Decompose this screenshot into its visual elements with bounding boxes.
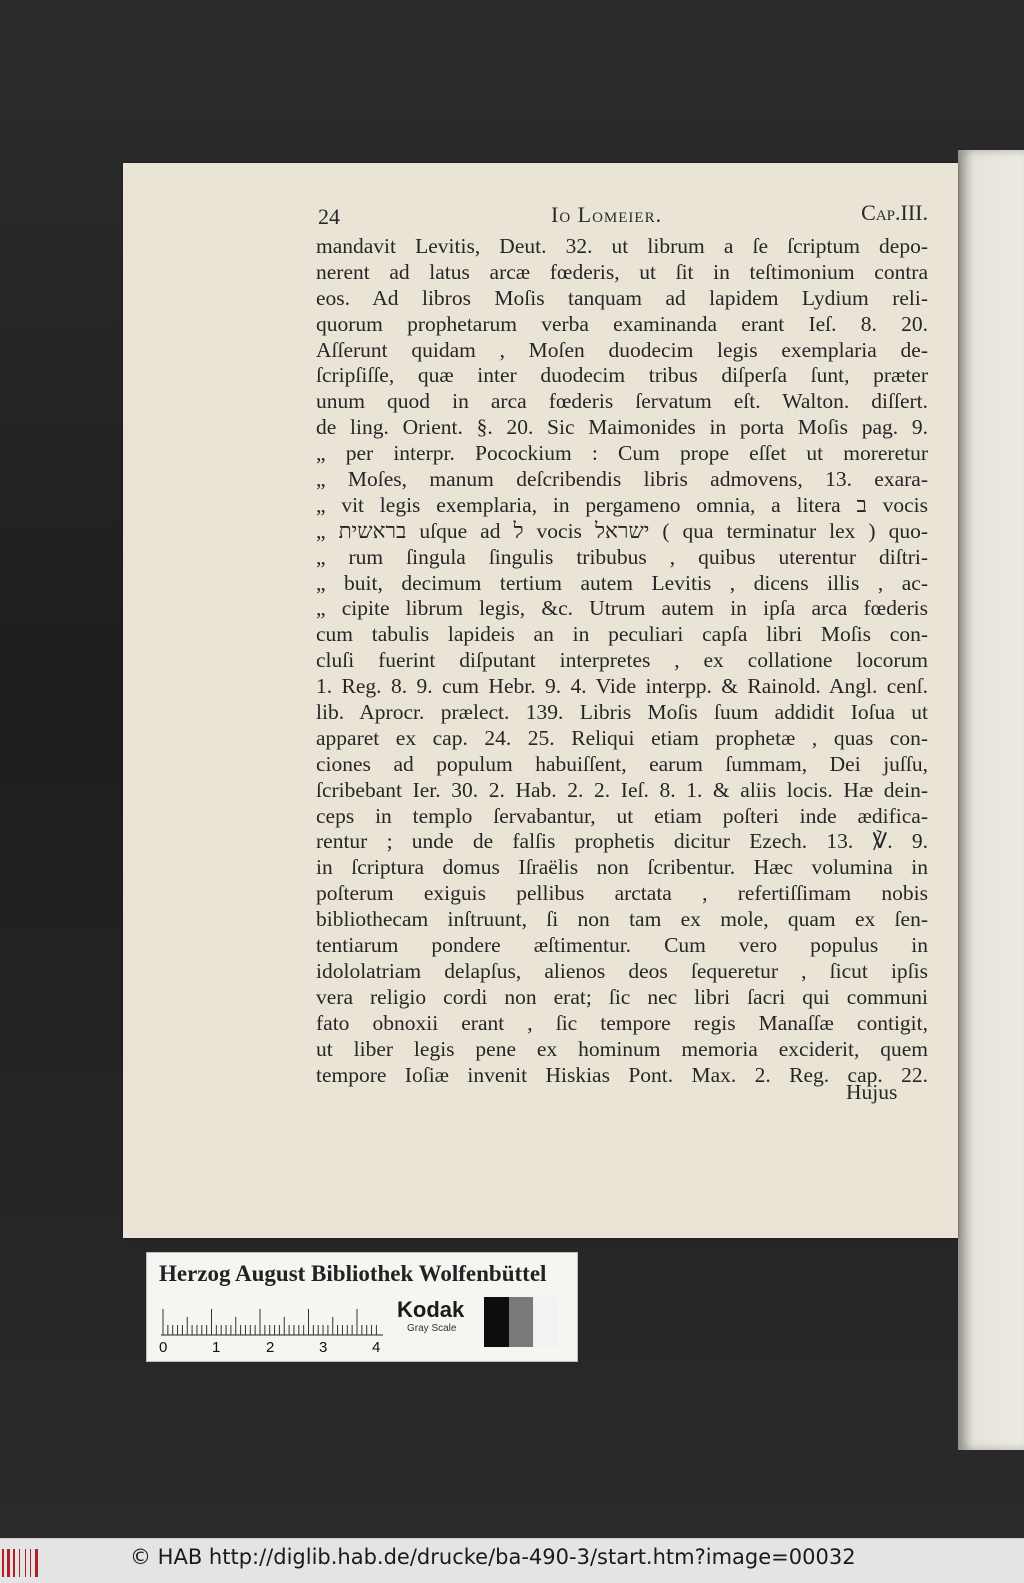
text-line: ſcripſiſſe, quæ inter duodecim tribus diſperſa ſunt, præter xyxy=(316,363,928,388)
scale-number: 1 xyxy=(212,1339,221,1356)
text-line: tentiarum pondere æſtimentur. Cum vero populus in xyxy=(316,933,928,958)
catchword: Hujus xyxy=(846,1080,898,1104)
scale-number: 4 xyxy=(372,1339,381,1356)
text-line: vera religio cordi non erat; ſic nec libri ſacri qui communi xyxy=(316,984,928,1009)
text-line: tempore Ioſiæ invenit Hiskias Pont. Max. 2. Reg. cap. 22. xyxy=(316,1062,928,1087)
barcode-bar xyxy=(2,1549,4,1577)
gray-swatch xyxy=(484,1297,509,1347)
gray-swatch xyxy=(533,1297,558,1347)
page-body-text xyxy=(316,234,928,1088)
running-head-author: Io Lomeier. xyxy=(551,202,663,227)
text-line: „ Moſes, manum deſcribendis libris admovens, 13. exara- xyxy=(316,467,928,492)
adjacent-page-edge xyxy=(958,150,1024,1450)
text-line: „ vit legis exemplaria, in pergameno omnia, a litera ב vocis xyxy=(316,492,928,517)
barcode-bar xyxy=(35,1549,38,1577)
text-line: ut liber legis pene ex hominum memoria exciderit, quem xyxy=(316,1036,928,1061)
barcode-bar xyxy=(19,1549,20,1577)
text-line: de ling. Orient. §. 20. Sic Maimonides in porta Moſis pag. 9. xyxy=(316,415,928,440)
text-line: Aſſerunt quidam , Moſen duodecim legis exemplaria de- xyxy=(316,337,928,362)
text-line: fato obnoxii erant , ſic tempore regis Manaſſæ contigit, xyxy=(316,1010,928,1035)
text-line: lib. Aprocr. prælect. 139. Libris Moſis ſuum addidit Ioſua ut xyxy=(316,700,928,725)
text-line: unum quod in arca fœderis ſervatum eſt. Walton. diſſert. xyxy=(316,389,928,414)
gray-swatch xyxy=(509,1297,534,1347)
text-line: apparet ex cap. 24. 25. Reliqui etiam prophetæ , quas con- xyxy=(316,725,928,750)
calibration-strip xyxy=(146,1252,578,1362)
text-line: „ buit, decimum tertium autem Levitis , dicens illis , ac- xyxy=(316,570,928,595)
text-line: poſterum exiguis pellibus arctata , refertiſſimam nobis xyxy=(316,881,928,906)
gray-scale-label: Gray Scale xyxy=(407,1323,457,1334)
copyright-caption: © HAB http://diglib.hab.de/drucke/ba-490-3/start.htm?image=00032 xyxy=(130,1545,856,1569)
hab-barcode-icon xyxy=(2,1549,44,1577)
page-number: 24 xyxy=(318,204,340,229)
text-line: „ cipite librum legis, &c. Utrum autem in ipſa arca fœderis xyxy=(316,596,928,621)
text-line: cum tabulis lapideis an in peculiari capſa libri Moſis con- xyxy=(316,622,928,647)
text-line: 1. Reg. 8. 9. cum Hebr. 9. 4. Vide interpp. & Rainold. Angl. cenſ. xyxy=(316,674,928,699)
running-head xyxy=(318,200,928,232)
scale-number: 0 xyxy=(159,1339,168,1356)
text-line: ſcribebant Ier. 30. 2. Hab. 2. 2. Ieſ. 8. 1. & aliis locis. Hæ dein- xyxy=(316,777,928,802)
barcode-bar xyxy=(30,1549,31,1577)
library-name: Herzog August Bibliothek Wolfenbüttel xyxy=(159,1261,547,1286)
text-line: in ſcriptura domus Iſraëlis non ſcribentur. Hæc volumina in xyxy=(316,855,928,880)
barcode-bar xyxy=(7,1549,10,1577)
text-line: quorum prophetarum verba examinanda erant Ieſ. 8. 20. xyxy=(316,311,928,336)
scale-number: 3 xyxy=(319,1339,328,1356)
text-line: ceps in templo ſervabantur, ut etiam poſteri inde ædifica- xyxy=(316,803,928,828)
text-line: ciones ad populum habuiſſent, earum ſummam, Dei juſſu, xyxy=(316,751,928,776)
kodak-label xyxy=(397,1297,464,1334)
scale-number: 2 xyxy=(266,1339,275,1356)
gray-swatches xyxy=(484,1297,558,1347)
text-line: idololatriam delapſus, alienos deos ſequeretur , ſicut ipſis xyxy=(316,958,928,983)
footer-bar xyxy=(0,1538,1024,1583)
barcode-bar xyxy=(13,1549,15,1577)
text-line: nerent ad latus arcæ fœderis, ut ſit in teſtimonium contra xyxy=(316,259,928,284)
barcode-bar xyxy=(25,1549,26,1577)
text-line: rentur ; unde de falſis prophetis dicitur Ezech. 13. ℣. 9. xyxy=(316,829,928,854)
text-line: eos. Ad libros Moſis tanquam ad lapidem Lydium reli- xyxy=(316,285,928,310)
running-head-chapter: Cap.III. xyxy=(861,200,928,225)
text-line: „ rum ſingula ſingulis tribubus , quibus uterentur diſtri- xyxy=(316,544,928,569)
text-line: „ בראשית uſque ad ל vocis ישראל ( qua terminatur lex ) quo- xyxy=(316,518,928,543)
text-line: bibliothecam inſtruunt, ſi non tam ex mole, quam ex ſen- xyxy=(316,907,928,932)
text-line: mandavit Levitis, Deut. 32. ut librum a ſe ſcriptum depo- xyxy=(316,234,928,258)
kodak-logo: Kodak xyxy=(397,1297,465,1322)
text-line: cluſi fuerint diſputant interpretes , ex collatione locorum xyxy=(316,648,928,673)
text-line: „ per interpr. Pocockium : Cum prope eſſet ut moreretur xyxy=(316,441,928,466)
